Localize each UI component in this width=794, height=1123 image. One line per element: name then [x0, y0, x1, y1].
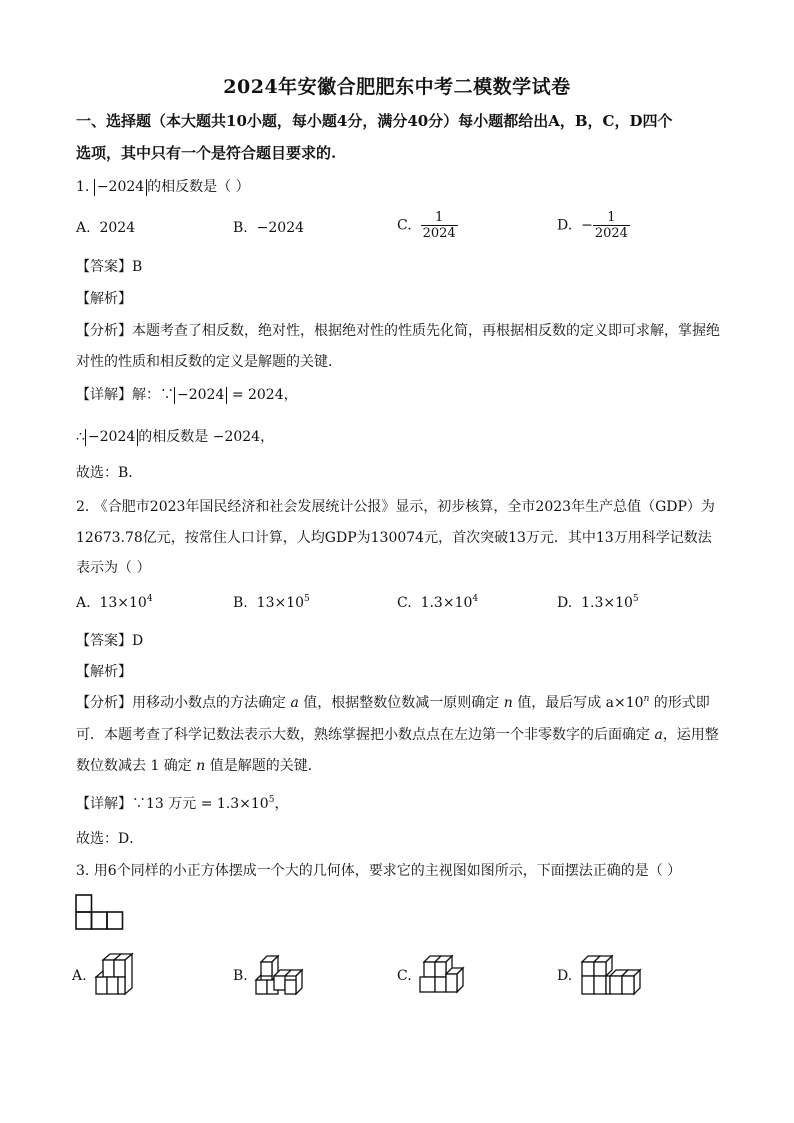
q1-detail-prefix: 【详解】解：∵	[76, 387, 174, 403]
q2-option-a	[76, 594, 153, 611]
q1-therefore-tail: 的相反数是 −2024，	[138, 429, 275, 445]
q3-option-a-cubes-icon	[93, 948, 135, 1000]
detail-tail: ，	[274, 796, 289, 812]
q1-option-a-label: A.	[76, 220, 91, 236]
analysis-text: ，运用整	[662, 727, 719, 743]
sci-notation-exponent: n	[643, 694, 650, 704]
q1-option-b-label: B.	[233, 220, 248, 236]
q1-therefore-abs: −2024	[85, 429, 138, 446]
q2-analysis-line2	[76, 724, 719, 744]
q1-option-c-label: C.	[397, 217, 412, 234]
analysis-text: 值，最后写成	[512, 695, 606, 711]
q2-option-d	[557, 594, 639, 611]
q2-stem-line3: 表示为（ ）	[76, 560, 151, 576]
section-heading-line1: 一、选择题（本大题共10小题，每小题4分，满分40分）每小题都给出A，B，C，D四个	[76, 112, 673, 130]
q1-detail	[76, 384, 298, 404]
q1-analysis-head: 【解析】	[76, 291, 132, 307]
q1-stem	[76, 176, 250, 196]
q2-detail	[76, 793, 288, 813]
analysis-text: 值是解题的关键．	[205, 758, 322, 774]
q3-option-c-label: C.	[397, 968, 412, 984]
q1-option-c-fraction	[421, 210, 458, 241]
q1-number: 1.	[76, 179, 90, 195]
analysis-text: 【分析】用移动小数点的方法确定	[76, 695, 291, 711]
detail-exponent: 5	[268, 795, 275, 805]
q1-option-a-text: 2024	[99, 220, 136, 236]
variable-a: a	[654, 727, 663, 743]
therefore-symbol: ∴	[76, 429, 85, 445]
q2-option-d-exponent: 5	[632, 594, 639, 604]
q2-stem-line2: 12673.78亿元，按常住人口计算，人均GDP为130074元，首次突破13万元．其中13万用科学记数法	[76, 530, 712, 546]
q2-option-c-label: C.	[397, 595, 412, 611]
q2-analysis-line3	[76, 755, 322, 775]
q1-option-d-label: D.	[557, 217, 573, 234]
q2-analysis-head: 【解析】	[76, 664, 132, 680]
front-view-figure	[75, 894, 125, 934]
q2-option-d-text: 1.3×10	[581, 595, 633, 611]
q1-analysis-line2: 对性的性质和相反数的定义是解题的关键．	[76, 354, 342, 370]
q2-choose: 故选：D．	[76, 831, 144, 847]
q3-option-d-label: D.	[557, 968, 573, 984]
q2-option-b-label: B.	[233, 595, 248, 611]
q1-option-d-fraction	[593, 210, 630, 241]
variable-n: n	[503, 695, 513, 711]
q3-stem: 3. 用6个同样的小正方体摆成一个大的几何体，要求它的主视图如图所示，下面摆法正确的是（ ）	[76, 863, 682, 879]
q1-abs-value: −2024	[94, 179, 147, 196]
q1-choose: 故选：B．	[76, 465, 143, 481]
q2-option-a-label: A.	[76, 595, 91, 611]
detail-text: 【详解】∵13 万元 = 1.3×10	[76, 796, 269, 812]
q2-option-a-exponent: 4	[146, 594, 153, 604]
q2-option-b	[233, 594, 310, 611]
q1-analysis-line1: 【分析】本题考查了相反数，绝对性，根据绝对性的性质先化简，再根据相反数的定义即可求解，掌握绝	[76, 323, 720, 339]
analysis-text: 的形式即	[649, 695, 710, 711]
analysis-text: 可．本题考查了科学记数法表示大数，熟练掌握把小数点点在左边第一个非零数字的后面确定	[76, 727, 655, 743]
variable-a: a	[290, 695, 299, 711]
q2-option-d-label: D.	[557, 595, 573, 611]
q1-option-a	[76, 220, 135, 236]
q3-option-c-cubes-icon	[418, 952, 472, 998]
q1-answer: 【答案】B	[76, 259, 143, 275]
q2-option-c-text: 1.3×10	[420, 595, 473, 611]
q3-option-b-cubes-icon	[254, 952, 310, 1000]
analysis-text: 值，根据整数位数减一原则确定	[298, 695, 504, 711]
q1-therefore	[76, 426, 274, 446]
fraction-denominator: 2024	[422, 226, 456, 241]
q2-option-c	[397, 594, 478, 611]
q1-option-b	[233, 220, 304, 236]
section-heading-line2: 选项，其中只有一个是符合题目要求的.	[76, 144, 337, 162]
q1-option-c	[397, 210, 458, 241]
q3-option-a-label: A.	[72, 968, 87, 984]
q1-option-d-sign: −	[581, 217, 593, 234]
page-title: 2024年安徽合肥肥东中考二模数学试卷	[223, 76, 571, 98]
q2-stem-line1: 2. 《合肥市2023年国民经济和社会发展统计公报》显示，初步核算，全市2023年生产总值（GDP）为	[76, 499, 715, 515]
q1-detail-abs: −2024	[174, 387, 227, 404]
q1-detail-eq: = 2024，	[231, 387, 298, 403]
fraction-numerator: 1	[421, 210, 458, 226]
analysis-text: 数位数减去 1 确定	[76, 758, 197, 774]
q2-option-b-text: 13×10	[256, 595, 305, 611]
q3-option-d-cubes-icon	[580, 952, 642, 998]
q1-option-d	[557, 210, 630, 241]
q1-option-b-text: −2024	[256, 220, 305, 236]
fraction-denominator: 2024	[594, 226, 628, 241]
q2-option-c-exponent: 4	[472, 594, 479, 604]
q2-option-a-text: 13×10	[99, 595, 147, 611]
q2-option-b-exponent: 5	[304, 594, 310, 604]
q2-answer: 【答案】D	[76, 633, 144, 649]
q3-option-b-label: B.	[233, 968, 248, 984]
sci-notation-form: a×10	[605, 695, 644, 711]
fraction-numerator: 1	[593, 210, 630, 226]
variable-n: n	[196, 758, 206, 774]
q1-stem-tail: 的相反数是（ ）	[147, 179, 250, 195]
q2-analysis-line1	[76, 692, 710, 712]
